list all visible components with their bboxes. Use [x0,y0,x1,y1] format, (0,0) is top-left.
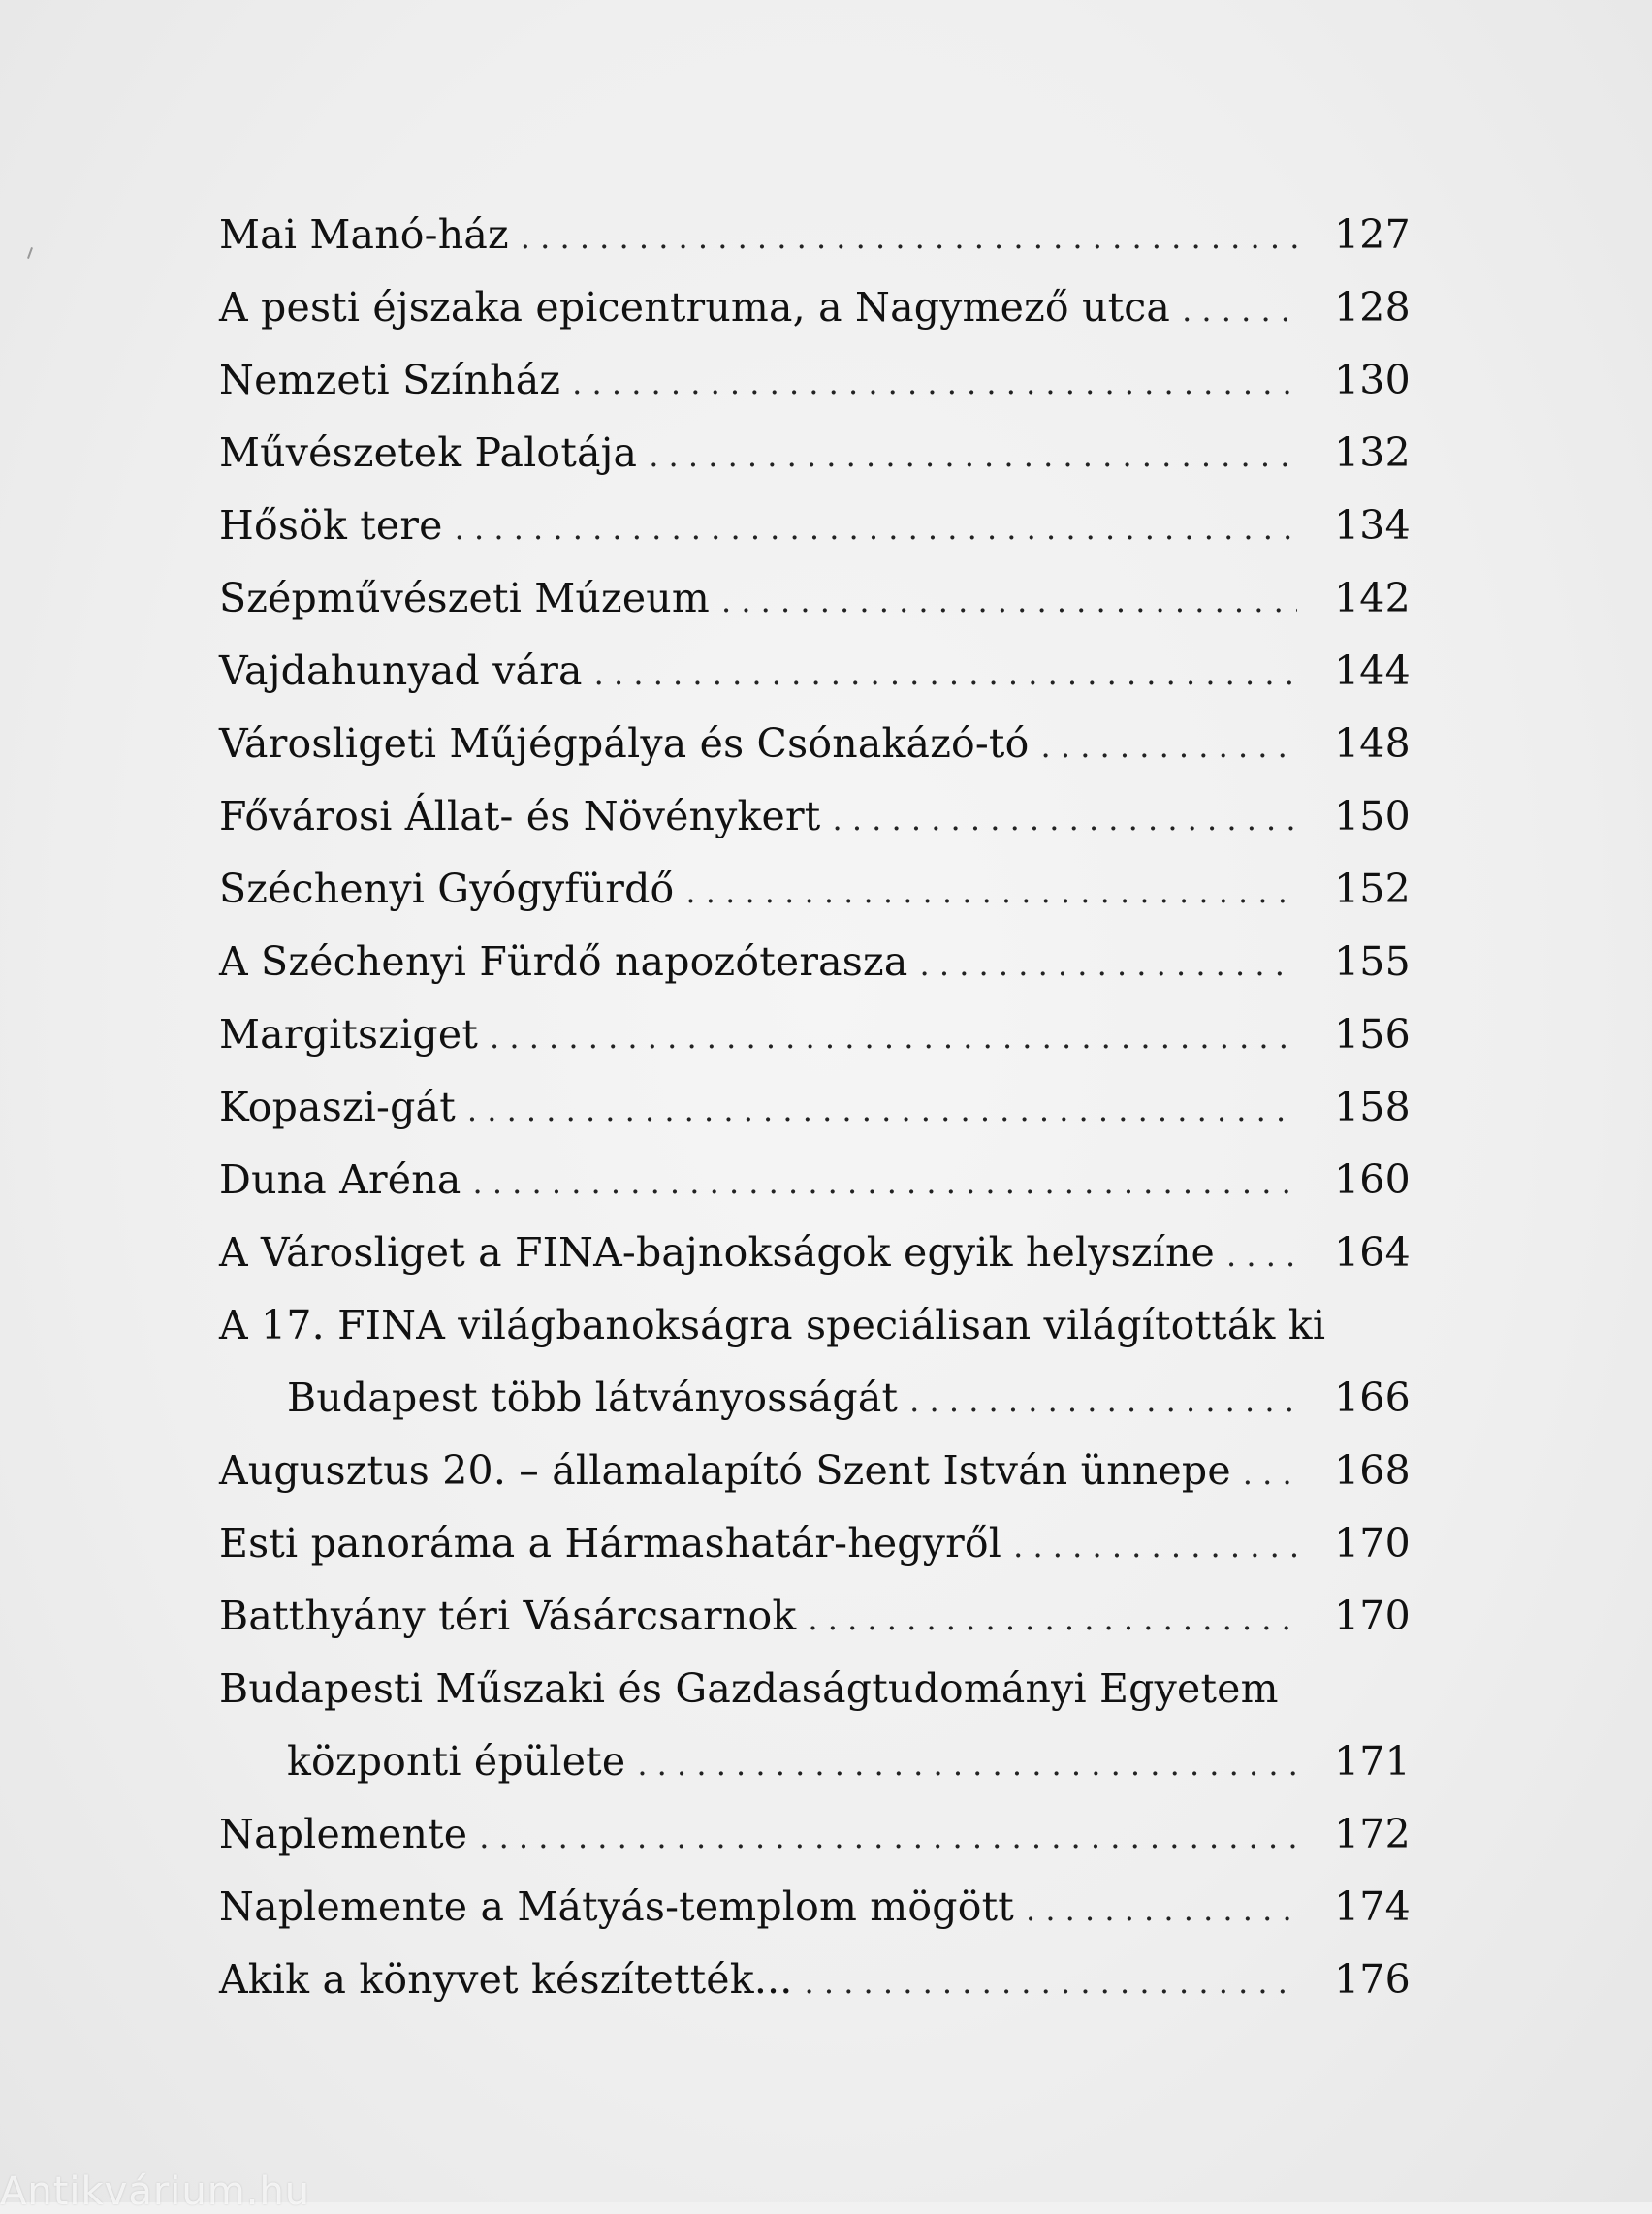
dot-leader [805,1946,1297,2019]
toc-entry [219,635,1431,708]
toc-entry-page: 168 [1334,1447,1411,1494]
toc-entry [219,1580,1431,1653]
toc-entry-title: Akik a könyvet készítették... [219,1956,793,2003]
toc-entry [219,417,1431,490]
toc-entry [219,708,1431,780]
toc-entry [219,199,1431,271]
dot-leader [455,492,1297,565]
dot-leader [467,1074,1297,1147]
toc-entry-title: A pesti éjszaka epicentruma, a Nagymező utca [219,284,1171,331]
toc-entry-page: 176 [1334,1956,1411,2003]
toc-entry-title: Szépművészeti Múzeum [219,575,710,621]
dot-leader [1013,1510,1297,1583]
watermark: Antikvárium.hu [0,2169,311,2214]
toc-entry [219,1944,1431,2016]
dot-leader [1182,274,1297,347]
toc-entry-title: Batthyány téri Vásárcsarnok [219,1593,797,1639]
toc-entry-multiline [219,1653,1431,1798]
toc-entry [219,344,1431,417]
dot-leader [594,638,1297,711]
dot-leader [1041,711,1298,783]
toc-entry-title: Margitsziget [219,1011,478,1058]
toc-entry-page: 127 [1334,211,1411,258]
toc-entry-title: Duna Aréna [219,1156,461,1203]
toc-entry [219,1507,1431,1580]
toc-entry-title: Nemzeti Színház [219,357,561,403]
toc-entry-page: 158 [1334,1084,1411,1130]
toc-entry-page: 152 [1334,866,1411,912]
toc-entry-title: Városligeti Műjégpálya és Csónakázó-tó [219,720,1030,767]
dot-leader [649,420,1297,492]
toc-entry-continuation [219,1725,1431,1798]
toc-entry-continuation [219,1362,1431,1435]
toc-entry-page: 174 [1334,1883,1411,1930]
dot-leader [721,565,1297,638]
toc-entry-page: 144 [1334,648,1411,694]
toc-entry-page: 128 [1334,284,1411,331]
dot-leader [909,1365,1297,1438]
toc-entry-page: 134 [1334,502,1411,549]
toc-entry-page: 172 [1334,1811,1411,1857]
dot-leader [832,783,1297,856]
toc-entry-page: 156 [1334,1011,1411,1058]
toc-entry-title: Fővárosi Állat- és Növénykert [219,793,821,839]
toc-entry-page: 150 [1334,793,1411,839]
toc-entry-title: Művészetek Palotája [219,429,638,476]
toc-entry-page: 164 [1334,1229,1411,1276]
dot-leader [572,347,1297,420]
toc-entry-page: 166 [1334,1375,1411,1421]
toc-entry-multiline [219,1289,1431,1435]
toc-entry [219,562,1431,635]
dot-leader [1226,1219,1297,1292]
toc-entry-page: 148 [1334,720,1411,767]
toc-entry-title: Kopaszi-gát [219,1084,456,1130]
dot-leader [685,856,1297,929]
toc-entry [219,271,1431,344]
toc-entry-title: A Városliget a FINA-bajnokságok egyik helyszíne [219,1229,1216,1276]
dot-leader [1243,1438,1297,1510]
dot-leader [920,929,1298,1001]
dot-leader [472,1147,1297,1219]
toc-entry-title-line1: Budapesti Műszaki és Gazdaságtudományi Egyetem [219,1665,1279,1712]
toc-entry-title: Esti panoráma a Hármashatár-hegyről [219,1520,1002,1566]
toc-entry [219,1871,1431,1944]
toc-entry [219,1144,1431,1217]
toc-entry-title-line2: Budapest több látványosságát [287,1375,899,1421]
toc-entry [219,1798,1431,1871]
toc-entry [219,1071,1431,1144]
toc-entry-title: Széchenyi Gyógyfürdő [219,866,675,912]
toc-entry-page: 130 [1334,357,1411,403]
toc-entry-page: 160 [1334,1156,1411,1203]
dot-leader [521,202,1297,274]
toc-entry [219,1217,1431,1289]
toc-entry [219,998,1431,1071]
toc-entry-title: Naplemente [219,1811,468,1857]
toc-entry-title-line2: központi épülete [287,1738,626,1785]
toc-entry-title: Vajdahunyad vára [219,648,583,694]
toc-entry-page: 142 [1334,575,1411,621]
toc-entry-page: 155 [1334,938,1411,985]
toc-entry-title: Naplemente a Mátyás-templom mögött [219,1883,1014,1930]
toc-entry [219,490,1431,562]
toc-entry-page: 170 [1334,1520,1411,1566]
dot-leader [1026,1874,1297,1946]
toc-entry-title: Hősök tere [219,502,443,549]
toc-entry [219,926,1431,998]
toc-entry-page: 170 [1334,1593,1411,1639]
table-of-contents [219,199,1431,2016]
dot-leader [637,1728,1297,1801]
toc-entry-page: 171 [1334,1738,1411,1785]
toc-entry-page: 132 [1334,429,1411,476]
toc-entry-title: Mai Manó-ház [219,211,509,258]
paper-speck [27,247,33,259]
dot-leader [479,1801,1297,1874]
toc-entry-title: A Széchenyi Fürdő napozóterasza [219,938,908,985]
toc-entry [219,853,1431,926]
toc-entry-title: Augusztus 20. – államalapító Szent István ünnepe [219,1447,1231,1494]
dot-leader [808,1583,1297,1656]
toc-entry-title-line1: A 17. FINA világbanokságra speciálisan világították ki [219,1302,1326,1348]
dot-leader [490,1001,1297,1074]
toc-entry [219,780,1431,853]
toc-entry [219,1435,1431,1507]
